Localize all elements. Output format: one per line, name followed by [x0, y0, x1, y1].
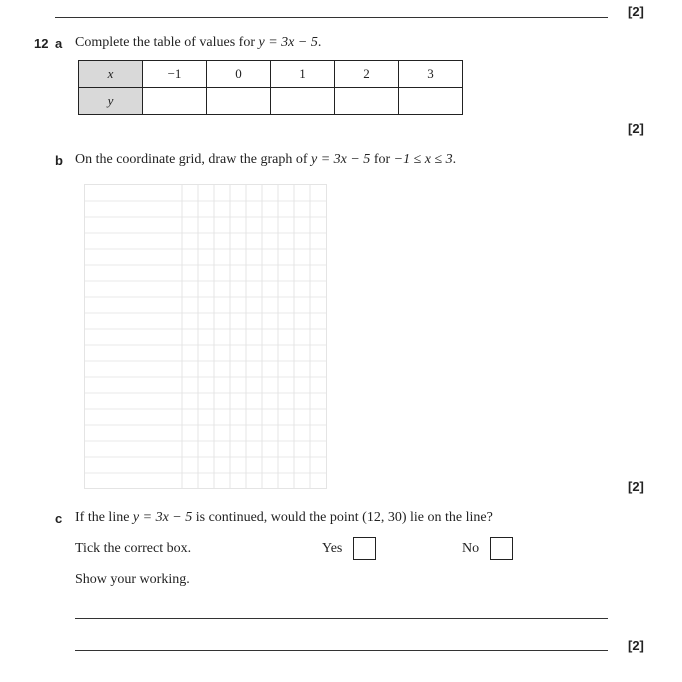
- part-a-text-before: Complete the table of values for: [75, 35, 259, 50]
- table-row-x: [79, 61, 463, 88]
- coordinate-grid[interactable]: [84, 184, 327, 489]
- marks-a: [2]: [628, 121, 644, 136]
- x-value-cell: 3: [399, 61, 463, 88]
- part-a-text-after: .: [317, 35, 322, 50]
- no-label: No: [462, 541, 480, 556]
- part-c-prompt: [75, 510, 493, 526]
- part-c-letter: c: [55, 511, 63, 526]
- x-value-cell: 2: [335, 61, 399, 88]
- yes-label: Yes: [322, 541, 343, 556]
- y-header-cell: y: [79, 88, 143, 115]
- x-value-cell: 0: [207, 61, 271, 88]
- y-answer-cell[interactable]: [143, 88, 207, 115]
- marks-b: [2]: [628, 479, 644, 494]
- working-line-2[interactable]: [75, 650, 608, 651]
- table-row-y: [79, 88, 463, 115]
- answer-line-top: [55, 17, 608, 18]
- no-checkbox[interactable]: [490, 537, 513, 560]
- part-b-range: −1 ≤ x ≤ 3: [393, 152, 453, 167]
- part-b-equation: y = 3x − 5: [310, 152, 371, 167]
- yes-checkbox[interactable]: [353, 537, 376, 560]
- grid-lines: [85, 185, 326, 488]
- working-line-1[interactable]: [75, 618, 608, 619]
- values-table: [78, 60, 463, 115]
- part-a-equation: y = 3x − 5: [258, 35, 318, 50]
- tick-prompt: Tick the correct box.: [75, 541, 192, 556]
- marks-top: [2]: [628, 4, 644, 19]
- y-answer-cell[interactable]: [399, 88, 463, 115]
- y-answer-cell[interactable]: [335, 88, 399, 115]
- part-b-text-after: .: [452, 152, 457, 167]
- part-c-text-after: is continued, would the point (12, 30) lie on the line?: [192, 510, 493, 525]
- y-answer-cell[interactable]: [271, 88, 335, 115]
- working-prompt: Show your working.: [75, 572, 190, 587]
- y-answer-cell[interactable]: [207, 88, 271, 115]
- marks-c: [2]: [628, 638, 644, 653]
- part-c-text-before: If the line: [75, 510, 133, 525]
- part-b-text-before: On the coordinate grid, draw the graph of: [75, 152, 311, 167]
- x-value-cell: −1: [143, 61, 207, 88]
- x-value-cell: 1: [271, 61, 335, 88]
- part-b-letter: b: [55, 153, 63, 168]
- part-b-prompt: [75, 152, 456, 168]
- x-header-cell: x: [79, 61, 143, 88]
- part-a-prompt: [75, 35, 321, 51]
- part-c-equation: y = 3x − 5: [132, 510, 193, 525]
- question-number: 12: [34, 36, 49, 51]
- part-a-letter: a: [55, 36, 63, 51]
- part-b-text-mid: for: [370, 152, 394, 167]
